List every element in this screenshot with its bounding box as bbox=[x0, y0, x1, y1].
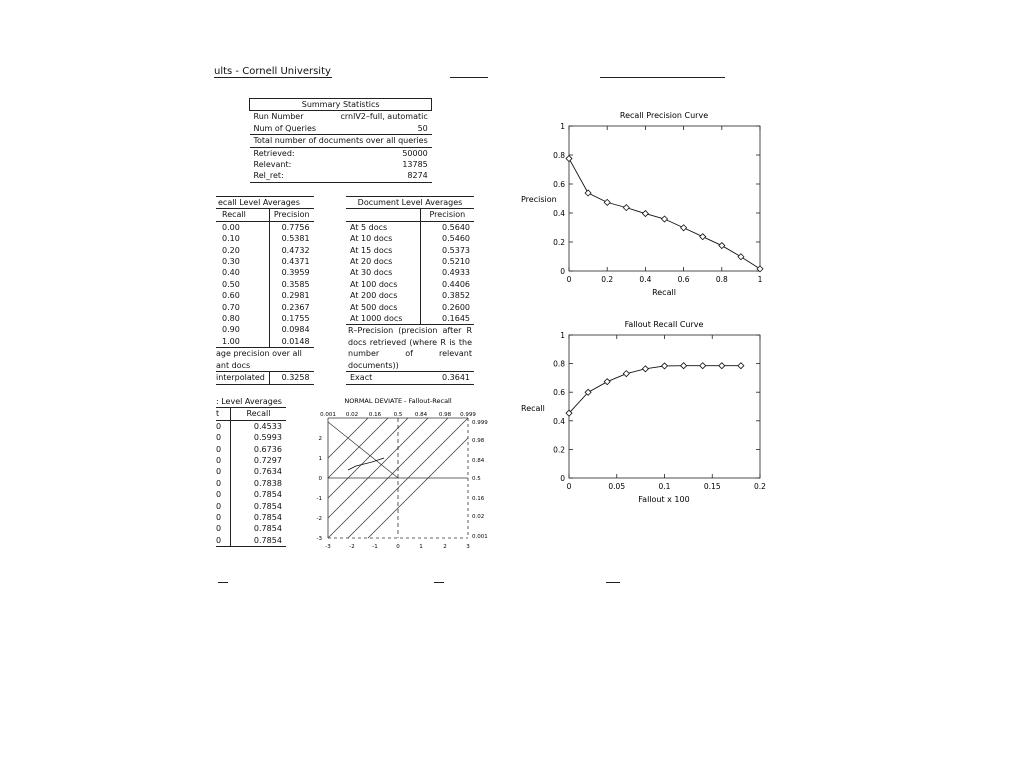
table-row bbox=[216, 267, 314, 278]
top-tick-label: 0.02 bbox=[345, 412, 359, 418]
cell-value: 13785 bbox=[402, 160, 428, 170]
r-precision-description: R–Precision (precision after R docs retrieved (where R is the number of relevant documents)) bbox=[348, 326, 472, 370]
data-point bbox=[642, 211, 648, 217]
footer-rule bbox=[606, 582, 620, 583]
cell-precision: 0.4933 bbox=[420, 267, 474, 278]
cell-precision: 0.3852 bbox=[420, 290, 474, 301]
cell-recall: 0.5993 bbox=[231, 432, 286, 443]
x-tick-label: 0.1 bbox=[658, 482, 671, 491]
cell-precision: 0.0984 bbox=[269, 324, 313, 335]
left-tick-label: -2 bbox=[316, 516, 322, 522]
y-tick-label: 0.4 bbox=[553, 209, 565, 218]
cell-docs: At 1000 docs bbox=[346, 313, 420, 325]
y-axis-label: Precision bbox=[521, 195, 557, 204]
cell-recall: 0.7854 bbox=[231, 535, 286, 547]
cell-docs: At 10 docs bbox=[350, 234, 393, 244]
bottom-tick-label: -3 bbox=[325, 544, 331, 550]
page-header bbox=[214, 66, 331, 77]
cell-recall: 0.20 bbox=[222, 245, 240, 255]
right-tick-label: 0.84 bbox=[472, 458, 485, 464]
y-tick-label: 0.8 bbox=[553, 359, 565, 369]
data-point bbox=[623, 371, 629, 377]
diagonal-line bbox=[328, 418, 428, 518]
interpolated-value: 0.3258 bbox=[269, 372, 313, 384]
cell-recall: 0.60 bbox=[222, 291, 240, 301]
y-tick-label: 0.6 bbox=[553, 180, 565, 189]
bottom-tick-label: 1 bbox=[419, 544, 423, 550]
column-header: Recall bbox=[216, 209, 269, 221]
y-tick-label: 0.6 bbox=[553, 388, 565, 398]
column-header: Precision bbox=[269, 209, 313, 221]
x-tick-label: 0 bbox=[566, 482, 572, 491]
y-tick-label: 0.2 bbox=[553, 238, 565, 247]
cell-recall: 0.7838 bbox=[231, 478, 286, 489]
fallout-level-table bbox=[216, 396, 286, 547]
data-point bbox=[623, 205, 629, 211]
data-point bbox=[738, 363, 744, 369]
right-tick-label: 0.98 bbox=[472, 438, 485, 444]
left-tick-label: 2 bbox=[318, 436, 322, 442]
top-tick-label: 0.001 bbox=[320, 412, 336, 418]
cell-recall: 0.7854 bbox=[231, 512, 286, 523]
cell-precision: 0.5373 bbox=[420, 245, 474, 256]
table-row bbox=[216, 233, 314, 244]
average-line-2: ant docs bbox=[216, 360, 314, 372]
cell-recall: 0.4533 bbox=[231, 420, 286, 432]
bottom-tick-label: 0 bbox=[396, 544, 400, 550]
diagonal-line bbox=[368, 438, 468, 538]
normal-deviate-title: NORMAL DEVIATE - Fallout-Recall bbox=[344, 397, 452, 405]
cell-fallout: 0 bbox=[216, 490, 222, 500]
table-row bbox=[216, 302, 314, 313]
right-tick-label: 0.999 bbox=[472, 420, 488, 426]
summary-table bbox=[249, 98, 432, 183]
y-tick-label: 1 bbox=[560, 122, 565, 131]
document-level-averages bbox=[346, 196, 474, 385]
data-point bbox=[700, 363, 706, 369]
left-tick-label: 0 bbox=[318, 476, 322, 482]
cell-docs: At 500 docs bbox=[350, 302, 398, 312]
bottom-tick-label: 2 bbox=[443, 544, 447, 550]
cell-fallout: 0 bbox=[216, 421, 222, 431]
cell-precision: 0.3585 bbox=[269, 279, 313, 290]
data-point bbox=[566, 156, 572, 162]
data-point bbox=[719, 243, 725, 249]
table-row bbox=[346, 279, 474, 290]
x-tick-label: 0.4 bbox=[639, 275, 652, 284]
data-point bbox=[585, 190, 591, 196]
cell-fallout: 0 bbox=[216, 456, 222, 466]
summary-statistics bbox=[249, 98, 426, 183]
series-line bbox=[569, 366, 741, 413]
top-tick-label: 0.98 bbox=[438, 412, 452, 418]
cell-precision: 0.2367 bbox=[269, 302, 313, 313]
x-tick-label: 0.2 bbox=[754, 482, 766, 491]
top-tick-label: 0.999 bbox=[460, 412, 476, 418]
x-tick-label: 0.6 bbox=[677, 275, 690, 284]
table-row bbox=[346, 302, 474, 313]
document-level-table bbox=[346, 196, 474, 385]
cell-recall: 0.7854 bbox=[231, 501, 286, 512]
series-line bbox=[569, 159, 760, 269]
cell-recall: 0.10 bbox=[222, 234, 240, 244]
cell-label: Relevant: bbox=[253, 160, 292, 170]
table-row bbox=[216, 256, 314, 267]
table-row bbox=[346, 267, 474, 278]
cell-precision: 0.4406 bbox=[420, 279, 474, 290]
y-tick-label: 0 bbox=[560, 267, 565, 276]
cell-label: Retrieved: bbox=[253, 148, 295, 158]
cell-label: Num of Queries bbox=[250, 123, 328, 135]
header-title: ults - Cornell University bbox=[214, 66, 331, 77]
cell-recall: 0.7854 bbox=[231, 523, 286, 534]
table-row bbox=[346, 221, 474, 233]
interpolated-label: interpolated bbox=[216, 372, 269, 384]
cell-precision: 0.1755 bbox=[269, 313, 313, 324]
data-point bbox=[700, 234, 706, 240]
cell-precision: 0.4732 bbox=[269, 245, 313, 256]
data-point bbox=[662, 216, 668, 222]
cell-recall: 0.7634 bbox=[231, 466, 286, 477]
data-point bbox=[662, 363, 668, 369]
cell-precision: 0.5210 bbox=[420, 256, 474, 267]
data-point bbox=[681, 363, 687, 369]
plot-frame bbox=[569, 126, 760, 271]
cell-precision: 0.5640 bbox=[420, 221, 474, 233]
cell-fallout: 0 bbox=[216, 524, 222, 534]
table-row bbox=[346, 313, 474, 325]
cell-fallout: 0 bbox=[216, 513, 222, 523]
recall-level-title: ecall Level Averages bbox=[216, 197, 314, 209]
exact-value: 0.3641 bbox=[420, 372, 474, 384]
y-tick-label: 0.2 bbox=[553, 445, 565, 455]
cell-precision: 0.1645 bbox=[420, 313, 474, 325]
cell-precision: 0.3959 bbox=[269, 267, 313, 278]
x-tick-label: 0 bbox=[566, 275, 572, 284]
data-point bbox=[642, 366, 648, 372]
table-row bbox=[250, 123, 432, 135]
table-row bbox=[250, 159, 432, 170]
table-row bbox=[216, 444, 286, 455]
table-row bbox=[250, 170, 432, 182]
cell-label: Run Number bbox=[253, 112, 304, 122]
cell-docs: At 5 docs bbox=[350, 222, 388, 232]
left-tick-label: -3 bbox=[316, 536, 322, 542]
document-level-title: Document Level Averages bbox=[346, 197, 474, 209]
recall-level-averages bbox=[216, 196, 312, 385]
y-axis-label: Recall bbox=[521, 404, 545, 413]
column-header: Precision bbox=[420, 209, 474, 221]
cell-recall: 0.7297 bbox=[231, 455, 286, 466]
cell-fallout: 0 bbox=[216, 501, 222, 511]
cell-recall: 0.6736 bbox=[231, 444, 286, 455]
cell-recall: 0.90 bbox=[222, 325, 240, 335]
cell-value: crnlV2–full, automatic bbox=[340, 112, 428, 122]
right-tick-label: 0.001 bbox=[472, 534, 488, 540]
bottom-tick-label: 3 bbox=[466, 544, 470, 550]
header-rule bbox=[214, 77, 332, 78]
cell-recall: 0.80 bbox=[222, 314, 240, 324]
table-row bbox=[216, 336, 314, 348]
cell-label: Rel_ret: bbox=[250, 170, 328, 182]
table-row bbox=[216, 279, 314, 290]
right-tick-label: 0.5 bbox=[472, 476, 481, 482]
total-label: Total number of documents over all queries bbox=[250, 135, 432, 147]
footer-rule bbox=[218, 582, 228, 583]
y-tick-label: 1 bbox=[560, 331, 565, 340]
average-line-1: age precision over all bbox=[216, 349, 302, 359]
summary-title: Summary Statistics bbox=[250, 99, 432, 111]
cell-value: 50 bbox=[327, 123, 432, 135]
cell-precision: 0.4371 bbox=[269, 256, 313, 267]
table-row bbox=[250, 111, 432, 123]
normal-deviate-plot bbox=[312, 392, 502, 554]
cell-precision: 0.0148 bbox=[269, 336, 313, 348]
cell-value: 8274 bbox=[327, 170, 432, 182]
table-row bbox=[346, 233, 474, 244]
table-row bbox=[216, 523, 286, 534]
cell-docs: At 15 docs bbox=[350, 245, 393, 255]
cell-precision: 0.2981 bbox=[269, 290, 313, 301]
fallout-level-title: : Level Averages bbox=[216, 396, 286, 408]
table-row bbox=[216, 535, 286, 547]
x-tick-label: 1 bbox=[757, 275, 763, 284]
x-axis-label: Recall bbox=[652, 288, 676, 297]
table-row bbox=[346, 245, 474, 256]
bottom-tick-label: -1 bbox=[372, 544, 378, 550]
cell-recall: 0.7854 bbox=[231, 489, 286, 500]
column-header: t bbox=[216, 408, 231, 420]
table-row bbox=[216, 512, 286, 523]
table-row bbox=[346, 256, 474, 267]
top-tick-label: 0.5 bbox=[393, 412, 403, 418]
recall-level-table bbox=[216, 196, 314, 385]
header-rule bbox=[450, 77, 488, 78]
left-tick-label: 1 bbox=[318, 456, 322, 462]
recall-precision-chart bbox=[516, 104, 772, 300]
fallout-level-averages bbox=[216, 396, 284, 547]
data-point bbox=[719, 363, 725, 369]
x-tick-label: 0.8 bbox=[715, 275, 728, 284]
cell-fallout: 0 bbox=[216, 535, 231, 547]
right-tick-label: 0.16 bbox=[472, 496, 485, 502]
bottom-tick-label: -2 bbox=[349, 544, 355, 550]
cell-recall: 0.70 bbox=[222, 302, 240, 312]
cell-value: 50000 bbox=[402, 148, 428, 158]
x-tick-label: 0.15 bbox=[703, 482, 721, 491]
chart-title: Fallout Recall Curve bbox=[624, 320, 704, 329]
data-point bbox=[681, 225, 687, 231]
data-point bbox=[604, 199, 610, 205]
left-tick-label: -1 bbox=[316, 496, 322, 502]
table-row bbox=[216, 420, 286, 432]
table-row bbox=[216, 478, 286, 489]
cell-fallout: 0 bbox=[216, 433, 222, 443]
plot-frame bbox=[569, 335, 760, 478]
cell-docs: At 20 docs bbox=[350, 257, 393, 267]
diagonal-line bbox=[328, 418, 388, 478]
x-tick-label: 0.05 bbox=[608, 482, 626, 491]
top-tick-label: 0.16 bbox=[368, 412, 382, 418]
y-tick-label: 0.4 bbox=[553, 416, 565, 426]
table-row bbox=[250, 147, 432, 159]
diagonal-line bbox=[328, 418, 408, 498]
plot-area bbox=[553, 122, 763, 284]
table-row bbox=[216, 221, 314, 233]
cell-docs: At 30 docs bbox=[350, 268, 393, 278]
exact-label: Exact bbox=[346, 372, 420, 384]
x-axis-label: Fallout x 100 bbox=[638, 495, 690, 504]
footer-rule bbox=[434, 582, 444, 583]
column-header: Recall bbox=[231, 408, 286, 420]
cell-recall: 1.00 bbox=[216, 336, 269, 348]
cell-recall: 0.40 bbox=[222, 268, 240, 278]
x-tick-label: 0.2 bbox=[601, 275, 614, 284]
cell-recall: 0.30 bbox=[222, 257, 240, 267]
cell-precision: 0.5381 bbox=[269, 233, 313, 244]
cell-fallout: 0 bbox=[216, 478, 222, 488]
cell-precision: 0.5460 bbox=[420, 233, 474, 244]
table-row bbox=[216, 489, 286, 500]
plot-area bbox=[553, 331, 766, 491]
cell-recall: 0.50 bbox=[222, 279, 240, 289]
y-tick-label: 0 bbox=[560, 474, 565, 483]
data-point bbox=[604, 379, 610, 385]
table-row bbox=[216, 290, 314, 301]
table-row bbox=[346, 290, 474, 301]
cell-docs: At 200 docs bbox=[350, 291, 398, 301]
chance-line bbox=[328, 422, 398, 478]
table-row bbox=[216, 324, 314, 335]
cell-recall: 0.00 bbox=[222, 222, 240, 232]
cell-precision: 0.7756 bbox=[269, 221, 313, 233]
table-row bbox=[216, 245, 314, 256]
table-row bbox=[216, 501, 286, 512]
cell-docs: At 100 docs bbox=[350, 279, 398, 289]
data-point bbox=[738, 254, 744, 260]
y-tick-label: 0.8 bbox=[553, 151, 565, 160]
chart-title: Recall Precision Curve bbox=[619, 111, 709, 120]
table-row bbox=[216, 466, 286, 477]
right-tick-label: 0.02 bbox=[472, 514, 485, 520]
table-row bbox=[216, 455, 286, 466]
cell-fallout: 0 bbox=[216, 444, 222, 454]
table-row bbox=[216, 432, 286, 443]
cell-precision: 0.2600 bbox=[420, 302, 474, 313]
cell-fallout: 0 bbox=[216, 467, 222, 477]
top-tick-label: 0.84 bbox=[414, 412, 428, 418]
header-rule bbox=[600, 77, 725, 78]
fallout-recall-chart bbox=[516, 314, 772, 510]
table-row bbox=[216, 313, 314, 324]
